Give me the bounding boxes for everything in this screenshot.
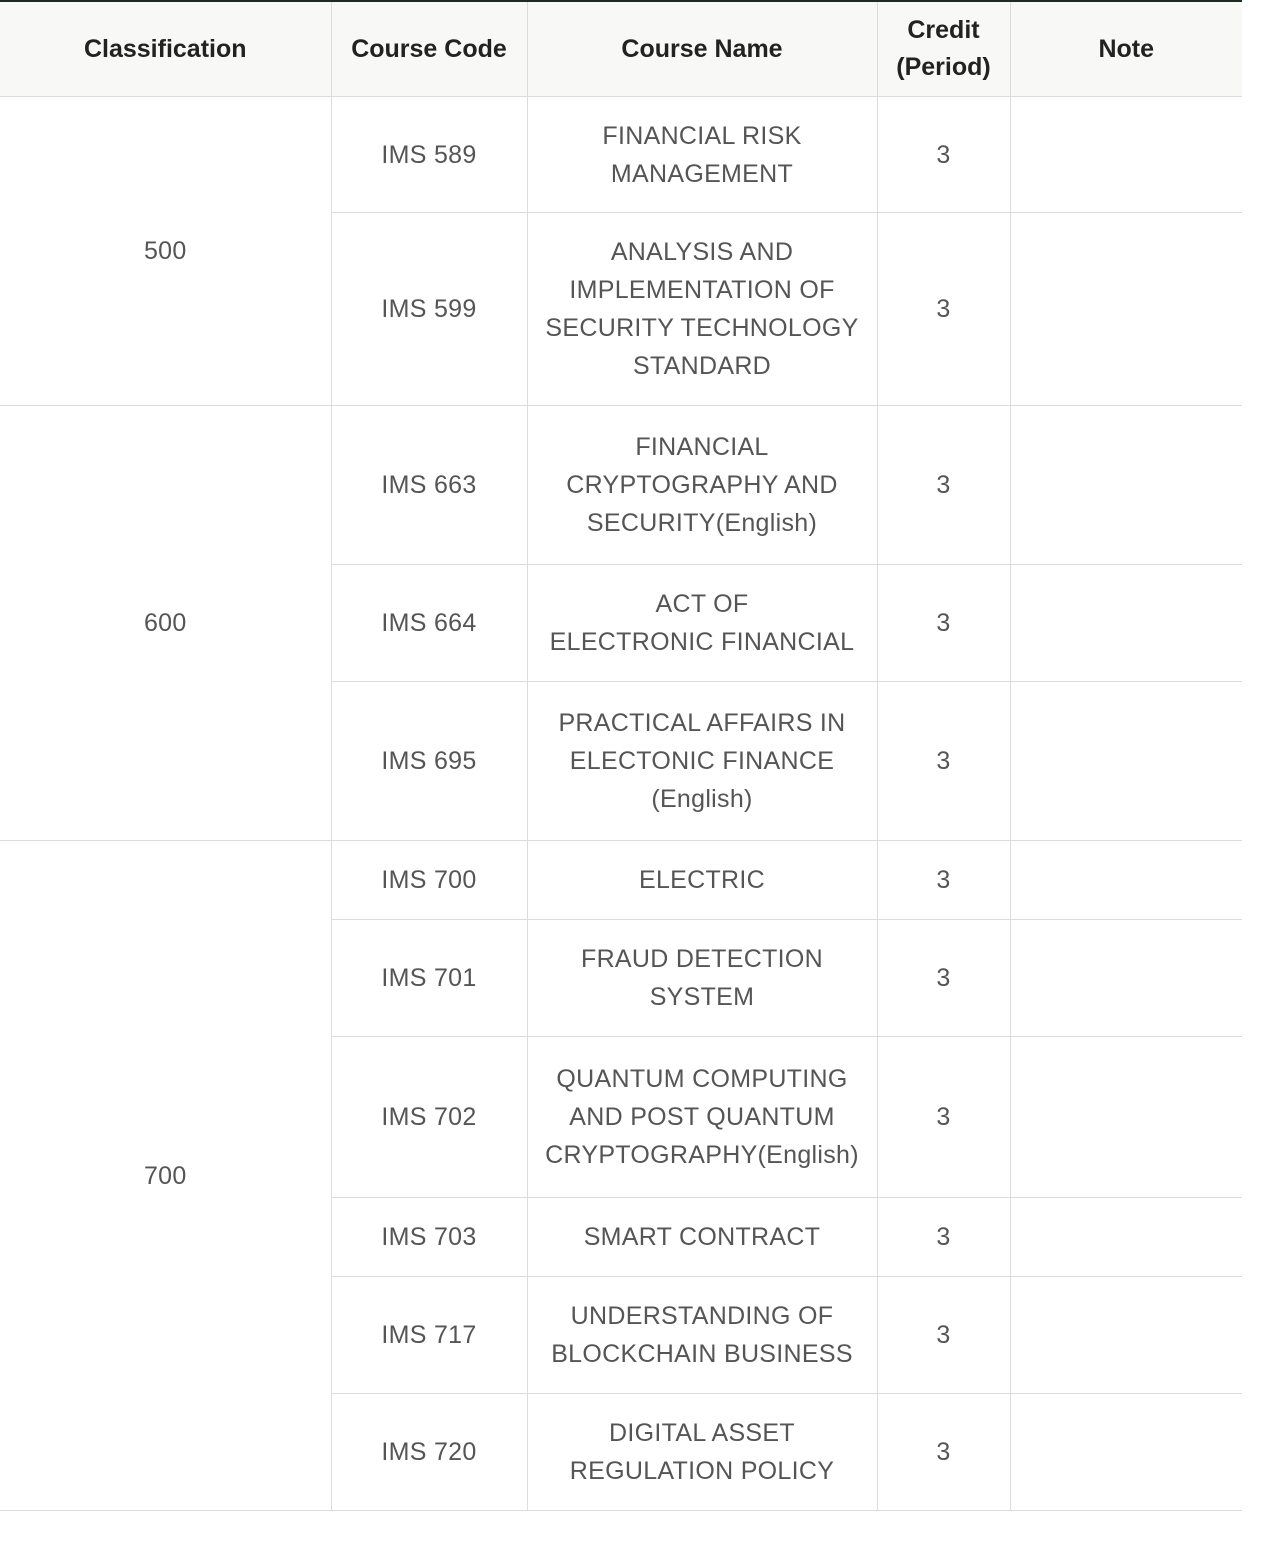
credit-cell: 3 bbox=[877, 1037, 1010, 1198]
credit-cell: 3 bbox=[877, 841, 1010, 920]
course-code-cell: IMS 599 bbox=[331, 213, 527, 406]
course-name-cell bbox=[527, 97, 877, 213]
table-row bbox=[0, 97, 1242, 213]
table-header-row bbox=[0, 2, 1242, 97]
course-name-cell bbox=[527, 920, 877, 1037]
header-credit bbox=[877, 2, 1010, 97]
credit-cell: 3 bbox=[877, 565, 1010, 682]
header-course-name: Course Name bbox=[527, 2, 877, 97]
course-code-cell: IMS 700 bbox=[331, 841, 527, 920]
course-name-line: SYSTEM bbox=[649, 983, 755, 1011]
course-name-line: MANAGEMENT bbox=[610, 159, 794, 188]
note-cell bbox=[1010, 1198, 1242, 1277]
course-name-line: ELECTRONIC FINANCIAL bbox=[549, 628, 855, 656]
course-name-line: STANDARD bbox=[632, 352, 772, 380]
course-name-cell bbox=[527, 841, 877, 920]
course-name-cell bbox=[527, 565, 877, 682]
course-name-line: QUANTUM COMPUTING bbox=[556, 1065, 848, 1093]
classification-cell: 600 bbox=[0, 406, 331, 841]
table-top-rule bbox=[0, 0, 1242, 2]
header-classification: Classification bbox=[0, 2, 331, 97]
course-name-cell bbox=[527, 213, 877, 406]
credit-cell: 3 bbox=[877, 920, 1010, 1037]
course-code-cell: IMS 717 bbox=[331, 1277, 527, 1394]
course-name-line: ANALYSIS AND bbox=[610, 238, 794, 266]
course-name-cell bbox=[527, 1037, 877, 1198]
credit-cell: 3 bbox=[877, 682, 1010, 841]
course-name-line: PRACTICAL AFFAIRS IN bbox=[558, 709, 846, 737]
table-body bbox=[0, 97, 1242, 1511]
course-name-line: ELECTRIC bbox=[638, 866, 766, 894]
course-code-cell: IMS 701 bbox=[331, 920, 527, 1037]
header-credit-line2: (Period) bbox=[896, 53, 991, 81]
course-code-cell: IMS 589 bbox=[331, 97, 527, 213]
credit-cell: 3 bbox=[877, 213, 1010, 406]
note-cell bbox=[1010, 1277, 1242, 1394]
course-name-line: FRAUD DETECTION bbox=[581, 945, 823, 973]
note-cell bbox=[1010, 565, 1242, 682]
course-name-cell bbox=[527, 1198, 877, 1277]
course-name-line: UNDERSTANDING OF bbox=[570, 1302, 834, 1330]
table-row bbox=[0, 406, 1242, 565]
table-row bbox=[0, 841, 1242, 920]
course-name-line: AND POST QUANTUM bbox=[569, 1103, 835, 1131]
course-name-line: CRYPTOGRAPHY AND bbox=[566, 471, 838, 499]
course-code-cell: IMS 663 bbox=[331, 406, 527, 565]
credit-cell: 3 bbox=[877, 1277, 1010, 1394]
note-cell bbox=[1010, 841, 1242, 920]
note-cell bbox=[1010, 97, 1242, 213]
course-name-line: SMART CONTRACT bbox=[583, 1223, 821, 1251]
header-course-code: Course Code bbox=[331, 2, 527, 97]
note-cell bbox=[1010, 213, 1242, 406]
course-name-cell bbox=[527, 1394, 877, 1511]
course-name-line: SECURITY TECHNOLOGY bbox=[545, 314, 859, 342]
course-name-line: FINANCIAL RISK bbox=[602, 121, 802, 150]
credit-cell: 3 bbox=[877, 1394, 1010, 1511]
course-name-line: REGULATION POLICY bbox=[569, 1457, 835, 1485]
course-name-line: SECURITY(English) bbox=[586, 509, 818, 537]
note-cell bbox=[1010, 1037, 1242, 1198]
course-name-line: (English) bbox=[651, 785, 753, 813]
course-name-cell bbox=[527, 406, 877, 565]
note-cell bbox=[1010, 920, 1242, 1037]
course-name-line: ACT OF bbox=[655, 590, 749, 618]
credit-cell: 3 bbox=[877, 406, 1010, 565]
course-code-cell: IMS 702 bbox=[331, 1037, 527, 1198]
note-cell bbox=[1010, 1394, 1242, 1511]
course-code-cell: IMS 695 bbox=[331, 682, 527, 841]
credit-cell: 3 bbox=[877, 97, 1010, 213]
course-code-cell: IMS 703 bbox=[331, 1198, 527, 1277]
header-note: Note bbox=[1010, 2, 1242, 97]
course-table bbox=[0, 2, 1242, 1511]
classification-cell: 500 bbox=[0, 97, 331, 406]
note-cell bbox=[1010, 682, 1242, 841]
course-name-cell bbox=[527, 1277, 877, 1394]
course-code-cell: IMS 664 bbox=[331, 565, 527, 682]
note-cell bbox=[1010, 406, 1242, 565]
course-name-line: CRYPTOGRAPHY(English) bbox=[545, 1141, 859, 1169]
course-code-cell: IMS 720 bbox=[331, 1394, 527, 1511]
course-name-line: IMPLEMENTATION OF bbox=[569, 276, 835, 304]
course-name-line: DIGITAL ASSET bbox=[609, 1419, 795, 1447]
course-name-line: BLOCKCHAIN BUSINESS bbox=[551, 1340, 853, 1368]
course-name-line: FINANCIAL bbox=[635, 433, 769, 461]
course-name-line: ELECTONIC FINANCE bbox=[569, 747, 835, 775]
classification-cell: 700 bbox=[0, 841, 331, 1511]
course-name-cell bbox=[527, 682, 877, 841]
header-credit-line1: Credit bbox=[907, 16, 980, 44]
credit-cell: 3 bbox=[877, 1198, 1010, 1277]
